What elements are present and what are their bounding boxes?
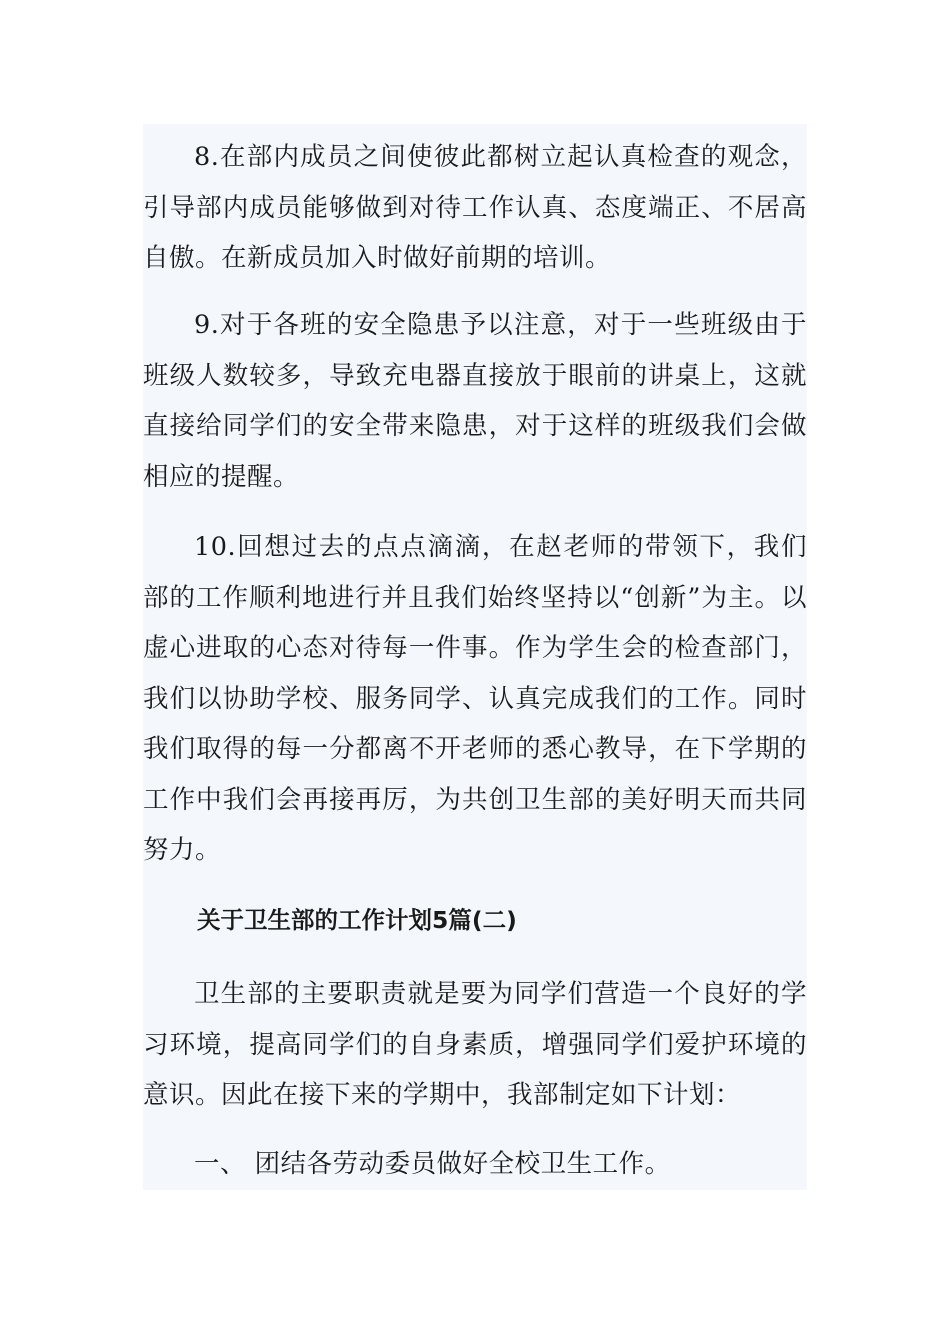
list-item-one: 一、 团结各劳动委员做好全校卫生工作。	[194, 1149, 671, 1179]
intro-paragraph: 卫生部的主要职责就是要为同学们营造一个良好的学习环境，提高同学们的自身素质，增强同学们爱护环境的意识。因此在接下来的学期中，我部制定如下计划：	[143, 979, 807, 1110]
paragraph-item-10: 10.回想过去的点点滴滴，在赵老师的带领下，我们部的工作顺利地进行并且我们始终坚持以“创新”为主。以虚心进取的心态对待每一件事。作为学生会的检查部门，我们以协助学校、服务同学、认真完成我们的工作。同时我们取得的每一分都离不开老师的悉心教导，在下学期的工作中我们会再接再厉，为共创卫生部的美好明天而共同努力。	[143, 532, 807, 865]
paragraph-item-9: 9.对于各班的安全隐患予以注意，对于一些班级由于班级人数较多，导致充电器直接放于眼前的讲桌上，这就直接给同学们的安全带来隐患，对于这样的班级我们会做相应的提醒。	[143, 310, 807, 492]
section-heading: 关于卫生部的工作计划5篇(二)	[197, 906, 517, 934]
document-page	[143, 124, 807, 1190]
paragraph-item-8: 8.在部内成员之间使彼此都树立起认真检查的观念，引导部内成员能够做到对待工作认真、态度端正、不居高自傲。在新成员加入时做好前期的培训。	[143, 142, 807, 273]
